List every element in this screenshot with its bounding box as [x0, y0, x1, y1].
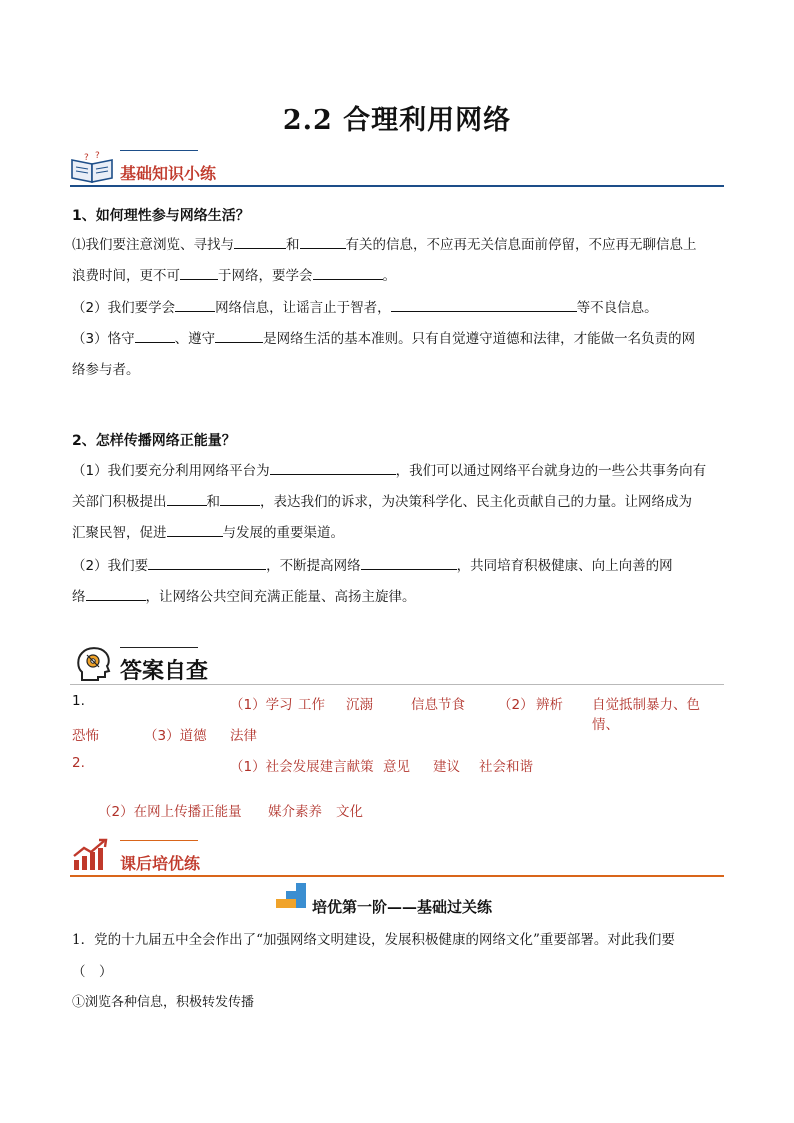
fill-blank[interactable] — [86, 586, 146, 601]
fill-blank[interactable] — [135, 328, 175, 343]
q1-paragraph-2: （2）我们要学会 网络信息，让谣言止于智者， 等不良信息。 — [72, 293, 724, 324]
section-label-answers: 答案自查 — [120, 659, 209, 684]
answer-line-2: 恐怖 （3）道德 法律 — [72, 728, 257, 744]
question-1-answer-paren[interactable]: （ ） — [72, 964, 113, 980]
svg-text:?: ? — [84, 153, 89, 163]
head-thinking-icon — [74, 644, 114, 684]
stairs-icon — [276, 883, 310, 909]
fill-blank[interactable] — [300, 234, 346, 249]
section-overline — [120, 647, 198, 648]
page-title: 2.2 合理利用网络 — [282, 105, 512, 136]
subheading: 培优第一阶——基础过关练 — [312, 898, 493, 916]
q1-paragraph-3: （3）恪守 、遵守 是网络生活的基本准则。只有自觉遵守道德和法律，才能做一名负责的网 络参与者。 — [72, 324, 724, 386]
section-rule — [70, 875, 724, 877]
fill-blank[interactable] — [220, 491, 260, 506]
fill-blank[interactable] — [270, 460, 396, 475]
section-rule — [70, 684, 724, 685]
fill-blank[interactable] — [148, 555, 266, 570]
answer-line-3: 2. （1）社会发展建言献策 意见 建议 社会和谐 — [72, 755, 533, 775]
question-1-text: 1．党的十九届五中全会作出了“加强网络文明建设，发展积极健康的网络文化”重要部署。对此我们要 — [72, 932, 675, 948]
fill-blank[interactable] — [167, 522, 223, 537]
question-heading-1: 1、如何理性参与网络生活？ — [72, 208, 250, 224]
q2-paragraph-2: （2）我们要 ，不断提高网络 ，共同培育积极健康、向上向善的网 络 ，让网络公共空间充满正能量、高扬主旋律。 — [72, 551, 724, 613]
question-heading-2: 2、怎样传播网络正能量？ — [72, 433, 236, 449]
fill-blank[interactable] — [167, 491, 207, 506]
fill-blank[interactable] — [391, 297, 577, 312]
fill-blank[interactable] — [313, 265, 383, 280]
fill-blank[interactable] — [180, 265, 218, 280]
section-overline — [120, 150, 198, 151]
fill-blank[interactable] — [175, 297, 215, 312]
section-label-basics: 基础知识小练 — [120, 164, 217, 183]
book-icon — [70, 150, 114, 184]
section-label-practice: 课后培优练 — [120, 854, 201, 873]
fill-blank[interactable] — [234, 234, 286, 249]
q1-paragraph-1: ⑴我们要注意浏览、寻找与 和 有关的信息，不应再无关信息面前停留，不应再无聊信息上 浪费时间，更不可 于网络，要学会 。 — [72, 230, 724, 292]
fill-blank[interactable] — [361, 555, 457, 570]
answer-line-1: 1. （1）学习 工作 沉溺 信息节食 （2） 辨析 自觉抵制暴力、色情、 — [72, 693, 700, 733]
svg-text:?: ? — [95, 151, 100, 161]
section-overline — [120, 840, 198, 841]
section-rule — [70, 185, 724, 187]
fill-blank[interactable] — [215, 328, 263, 343]
q2-paragraph-1: （1）我们要充分利用网络平台为 ，我们可以通过网络平台就身边的一些公共事务向有 关部门积极提出 和 ，表达我们的诉求，为决策科学化、民主化贡献自己的力量。让网络成为 汇聚民智，促进 与发展的重要渠道。 — [72, 456, 724, 549]
option-1: ①浏览各种信息，积极转发传播 — [72, 995, 255, 1010]
growth-chart-icon — [72, 838, 108, 872]
answer-line-4: （2）在网上传播正能量 媒介素养 文化 — [98, 804, 363, 820]
